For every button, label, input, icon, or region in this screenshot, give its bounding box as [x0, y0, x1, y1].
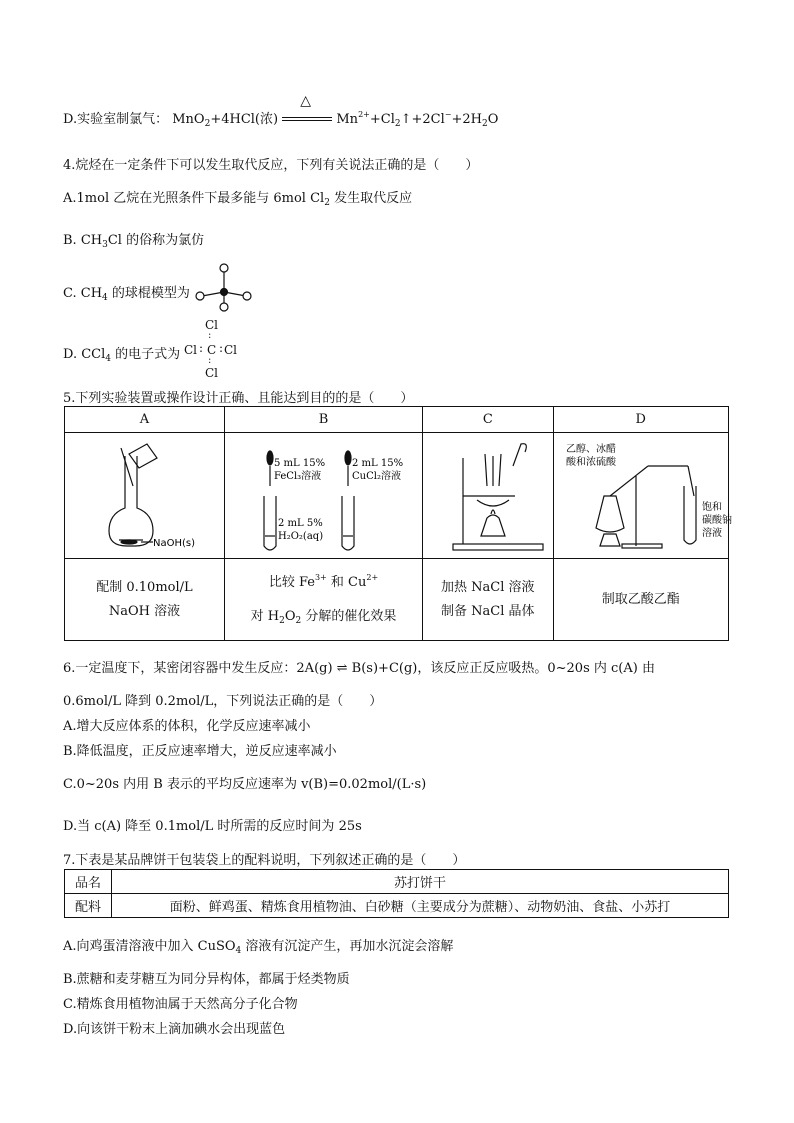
row-name-value: 苏打饼干	[112, 870, 729, 894]
q5-table	[64, 406, 732, 641]
q4-a-text: A.1mol 乙烷在光照条件下最多能与 6mol	[63, 191, 306, 206]
cap-b2-tail: 分解的催化效果	[305, 609, 397, 624]
c-center: C	[207, 343, 217, 357]
cl-right: Cl	[224, 343, 238, 357]
b-label1b: FeCl₃溶液	[274, 470, 322, 482]
cap-c2: 制备 NaCl 晶体	[441, 603, 535, 619]
esterification-diagram	[556, 436, 732, 556]
q3-d-rhs5: O	[487, 112, 499, 127]
caption-b: 比较 $Fe^{3+}$ 和 $Cu^{2+}$ 对 $H_2O_2$ 分解的催化效果	[224, 559, 422, 641]
d-label1: 乙醇、冰醋	[565, 443, 616, 455]
q4-b-tail: Cl 的俗称为氯仿	[107, 233, 205, 248]
q3-d-rhs2: +Cl	[369, 112, 395, 127]
q4-option-c: C. $CH_4$ 的球棍模型为	[63, 286, 190, 303]
q4-d-tail: 的电子式为	[111, 347, 181, 362]
header-d: D	[553, 407, 728, 433]
d-label2: 饱和	[701, 501, 722, 513]
caption-a	[65, 559, 225, 641]
q3-d-rhs3: ↑+2Cl	[400, 112, 445, 127]
q6-option-a: A.增大反应体系的体积，化学反应速率减小	[63, 719, 311, 734]
q3-d-cond: 浓	[260, 112, 274, 127]
q7-option-c: C.精炼食用植物油属于天然高分子化合物	[63, 997, 298, 1012]
header-a: A	[65, 407, 225, 433]
ball-stick-model	[194, 262, 254, 312]
b-label2b: CuCl₂溶液	[352, 470, 402, 482]
q3-d-rhs3-sup: −	[444, 110, 452, 119]
cap-a1: 配制 0.10mol/L	[96, 579, 193, 595]
q7-option-a: A.向鸡蛋清溶液中加入 CuSO$_4$ 溶液有沉淀产生，再加水沉淀会溶解	[63, 939, 454, 956]
cap-b1: 比较 Fe	[268, 575, 315, 590]
cl-bottom: Cl	[205, 366, 219, 380]
b-label3: 2 mL 5%	[278, 517, 324, 529]
cap-a2: NaOH 溶液	[108, 603, 181, 619]
cl-left: Cl	[184, 343, 198, 357]
q7-stem: 7.下表是某品牌饼干包装袋上的配料说明，下列叙述正确的是（ ）	[63, 853, 466, 868]
cap-c1: 加热 NaCl 溶液	[441, 579, 535, 595]
cap-b1-sup: 3+	[314, 573, 327, 582]
apparatus-a	[65, 433, 225, 559]
row-ingredients-value: 面粉、鲜鸡蛋、精炼食用植物油、白砂糖（主要成分为蔗糖）、动物奶油、食盐、小苏打	[112, 894, 729, 918]
evaporation-diagram	[425, 436, 550, 556]
apparatus-c	[423, 433, 553, 559]
q3-d-lhs: MnO	[172, 112, 205, 127]
cap-b1-mid: 和 Cu	[326, 575, 367, 590]
q7-a-tail: 溶液有沉淀产生，再加水沉淀会溶解	[241, 939, 454, 954]
q4-stem: 4.烷烃在一定条件下可以发生取代反应，下列有关说法正确的是（ ）	[63, 158, 479, 173]
q3-d-lhs2: +4HCl	[210, 112, 255, 127]
q4-c-pre: C. CH	[63, 286, 103, 301]
b-label3b: H₂O₂(aq)	[278, 530, 324, 542]
q6-stem-1: 6.一定温度下，某密闭容器中发生反应：2A(g) ⇌ B(s)+C(g)，该反应正反应吸热。0~20s 内 c(A) 由	[63, 661, 655, 676]
electron-formula: Cl : Cl : C : Cl : Cl	[184, 318, 238, 380]
q4-option-a: A.1mol 乙烷在光照条件下最多能与 6mol $Cl_2$ 发生取代反应	[63, 191, 413, 208]
q5-stem: 5.下列实验装置或操作设计正确、且能达到目的的是（ ）	[63, 391, 414, 406]
header-b: B	[224, 407, 422, 433]
q7-table	[64, 869, 729, 918]
q3-option-d: D.实验室制氯气： MnO$_2$+4HCl(浓) △ $Mn^{2+}+Cl_2↑+2Cl^-+2H_2O$	[63, 92, 499, 129]
cl-top: Cl	[205, 318, 219, 332]
cap-b2: 对 H	[250, 609, 280, 624]
apparatus-b	[224, 433, 422, 559]
q4-b-pre: B. CH	[63, 233, 103, 248]
row-name-header: 品名	[65, 870, 112, 894]
caption-c	[423, 559, 553, 641]
d-label1b: 酸和浓硫酸	[565, 456, 616, 468]
q4-d-pre: D. CCl	[63, 347, 106, 362]
q7-option-d: D.向该饼干粉末上滴加碘水会出现蓝色	[63, 1022, 286, 1037]
volumetric-flask-diagram	[69, 436, 219, 556]
apparatus-d	[553, 433, 732, 559]
q6-option-b: B.降低温度，正反应速率增大，逆反应速率减小	[63, 744, 337, 759]
q7-a-pre: A.向鸡蛋清溶液中加入 CuSO	[63, 939, 236, 954]
q3-d-rhs-sup: 2+	[358, 110, 370, 119]
header-c: C	[423, 407, 553, 433]
heat-symbol: △	[300, 92, 312, 109]
q3-d-rhs4: +2H	[451, 112, 482, 127]
q6-option-d: D.当 c(A) 降至 0.1mol/L 时所需的反应时间为 25s	[63, 819, 362, 834]
d-label2b: 碳酸钠	[701, 514, 732, 526]
q4-c-tail: 的球棍模型为	[107, 286, 190, 301]
test-tubes-diagram	[228, 436, 418, 556]
b-label1: 5 mL 15%	[274, 457, 326, 469]
q4-option-d: D. CCl$_4$ 的电子式为	[63, 347, 181, 364]
heat-equals-arrow	[282, 92, 332, 127]
naoh-label: NaOH(s)	[153, 537, 196, 549]
q3-d-prefix: D.实验室制氯气：	[63, 112, 169, 127]
q4-option-b: B. $CH_3Cl$ 的俗称为氯仿	[63, 233, 205, 250]
q4-a-tail: 发生取代反应	[334, 191, 413, 206]
q3-d-rhs: Mn	[336, 112, 359, 127]
b-label2: 2 mL 15%	[352, 457, 404, 469]
q6-stem-2: 0.6mol/L 降到 0.2mol/L，下列说法正确的是（ ）	[63, 694, 383, 709]
caption-d: 制取乙酸乙酯	[553, 559, 728, 641]
q6-option-c: C.0~20s 内用 B 表示的平均反应速率为 v(B)=0.02mol/(L·s)	[63, 777, 427, 792]
row-ingredients-header: 配料	[65, 894, 112, 918]
cap-b1-sup2: 2+	[366, 573, 379, 582]
q7-option-b: B.蔗糖和麦芽糖互为同分异构体，都属于烃类物质	[63, 972, 350, 987]
d-label2c: 溶液	[701, 527, 722, 539]
